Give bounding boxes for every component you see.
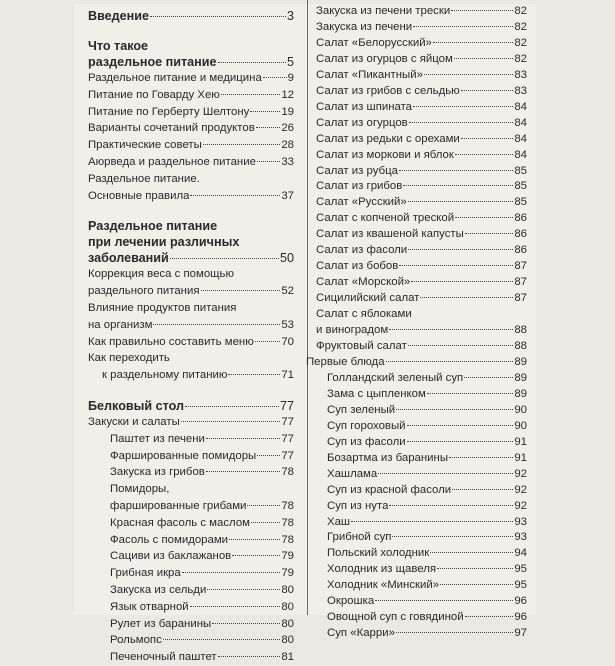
dot-leader — [247, 505, 280, 506]
toc-section-protein[interactable] — [88, 398, 294, 414]
toc-entry-page: 87 — [514, 260, 527, 273]
dot-leader — [461, 138, 514, 139]
dot-leader — [257, 455, 280, 456]
dot-leader — [206, 471, 280, 472]
toc-entry-page: 82 — [514, 36, 527, 49]
toc-entry[interactable] — [316, 275, 527, 291]
toc-entry[interactable] — [88, 599, 294, 616]
toc-entry-title: Язык отварной — [110, 600, 189, 613]
dot-leader — [257, 161, 280, 162]
dot-leader — [201, 290, 281, 291]
toc-entry[interactable] — [316, 515, 527, 531]
toc-entry-page: 71 — [281, 369, 294, 382]
toc-entry-title: заболеваний — [88, 251, 169, 266]
toc-entry-title: Рулет из баранины — [110, 617, 212, 630]
toc-entry-page: 89 — [514, 387, 527, 400]
dot-leader — [182, 572, 281, 573]
toc-entry-page: 93 — [514, 531, 527, 544]
dot-leader — [255, 341, 281, 342]
dot-leader — [218, 656, 281, 657]
dot-leader — [150, 16, 286, 17]
dot-leader — [465, 233, 514, 234]
toc-entry-page: 95 — [514, 579, 527, 592]
toc-entry-title: Салат «Русский» — [316, 196, 407, 209]
toc-entry[interactable] — [316, 179, 527, 195]
toc-entry[interactable] — [316, 4, 527, 20]
toc-entry-page: 19 — [281, 105, 294, 118]
toc-entry-page: 96 — [514, 595, 527, 608]
toc-entry[interactable] — [316, 164, 527, 180]
toc-entry-title: Белковый стол — [88, 398, 185, 413]
dot-leader — [399, 265, 513, 266]
toc-entry[interactable] — [316, 467, 527, 483]
toc-entry-page: 86 — [514, 228, 527, 241]
toc-entry-page: 77 — [281, 432, 294, 445]
toc-entry-title: Красная фасоль с маслом — [110, 516, 250, 529]
toc-entry-title: Салат из грибов с сельдью — [316, 84, 460, 97]
toc-entry-page: 78 — [281, 516, 294, 529]
toc-entry[interactable] — [88, 70, 294, 87]
toc-entry-page: 83 — [514, 84, 527, 97]
toc-entry-title: Закуска из печени — [316, 20, 413, 33]
dot-leader — [454, 58, 513, 59]
toc-entry-page: 89 — [514, 371, 527, 384]
toc-entry-page: 93 — [514, 515, 527, 528]
toc-entry-title: Зама с цыпленком — [327, 387, 426, 400]
toc-entry-title: Салат из рубца — [316, 164, 398, 177]
dot-leader — [232, 555, 280, 556]
toc-entry[interactable] — [316, 594, 527, 610]
dot-leader — [392, 536, 513, 537]
dot-leader — [212, 623, 280, 624]
toc-entry-title: раздельное питание — [88, 55, 217, 69]
toc-entry-page: 70 — [281, 335, 294, 348]
toc-entry-title: Салат из квашеной капусты — [316, 228, 464, 241]
dot-leader — [407, 425, 514, 426]
dot-leader — [408, 249, 513, 250]
toc-entry-line: Что такое — [88, 39, 149, 53]
toc-entry-title: Закуска из грибов — [110, 466, 205, 479]
toc-entry-title: Салат «Пикантный» — [316, 68, 423, 81]
toc-entry[interactable] — [316, 499, 527, 515]
toc-entry-page: 86 — [514, 244, 527, 257]
dot-leader — [375, 600, 513, 601]
toc-entry[interactable] — [88, 104, 294, 121]
toc-entry-line: при лечении различных — [88, 235, 240, 250]
toc-entry[interactable] — [316, 20, 527, 36]
toc-entry-title: Салат «Морской» — [316, 276, 411, 289]
toc-entry[interactable] — [316, 68, 527, 84]
toc-section-diseases[interactable] — [88, 218, 294, 266]
toc-entry[interactable] — [316, 339, 527, 355]
toc-entry[interactable] — [88, 464, 294, 481]
dot-leader — [451, 10, 513, 11]
toc-entry-page: 91 — [514, 435, 527, 448]
dot-leader — [411, 281, 513, 282]
dot-leader — [229, 539, 280, 540]
toc-entry[interactable] — [316, 36, 527, 52]
toc-entry-title: Холодник «Минский» — [327, 579, 440, 592]
toc-entry[interactable] — [88, 448, 294, 465]
toc-entry[interactable] — [316, 116, 527, 132]
toc-entry-title: Как правильно составить меню — [88, 335, 254, 348]
toc-entry-title: Фруктовый салат — [316, 340, 407, 353]
dot-leader — [403, 185, 513, 186]
dot-leader — [250, 111, 280, 112]
toc-entry-page: 92 — [514, 483, 527, 496]
toc-entry-title: к раздельному питанию — [102, 369, 228, 382]
toc-entry[interactable] — [306, 355, 527, 371]
toc-entry[interactable] — [88, 266, 294, 300]
toc-entry-page: 3 — [286, 9, 294, 23]
toc-entry-title: Салат из грибов — [316, 180, 403, 193]
dot-leader — [256, 127, 281, 128]
toc-entry-title: раздельного питания — [88, 285, 200, 298]
toc-entry[interactable] — [88, 300, 294, 334]
toc-entry[interactable] — [316, 100, 527, 116]
toc-section-what-is[interactable] — [88, 38, 294, 70]
toc-entry[interactable] — [316, 403, 527, 419]
toc-entry-title: Паштет из печени — [110, 432, 205, 445]
toc-entry-title: Печеночный паштет — [110, 651, 217, 664]
toc-entry[interactable] — [88, 632, 294, 649]
toc-entry-page: 33 — [281, 155, 294, 168]
toc-entry-page: 80 — [281, 600, 294, 613]
toc-right-column — [306, 4, 527, 642]
toc-entry-page: 78 — [281, 499, 294, 512]
toc-entry[interactable] — [88, 649, 294, 666]
dot-leader — [449, 457, 513, 458]
toc-entry-page: 84 — [514, 148, 527, 161]
toc-entry-title: Рольмопс — [110, 634, 162, 647]
toc-entry[interactable] — [316, 546, 527, 562]
toc-entry[interactable] — [316, 626, 527, 642]
dot-leader — [251, 522, 280, 523]
toc-entry-title: Окрошка — [327, 595, 375, 608]
toc-entry-page: 80 — [281, 617, 294, 630]
dot-leader — [221, 94, 280, 95]
toc-entry-title: Фаршированные помидоры — [110, 449, 257, 462]
toc-entry[interactable] — [316, 562, 527, 578]
toc-left-column — [88, 6, 294, 666]
toc-entry-page: 79 — [281, 550, 294, 563]
toc-section-intro[interactable] — [88, 8, 294, 24]
toc-entry[interactable] — [316, 195, 527, 211]
dot-leader — [153, 324, 280, 325]
toc-entry-page: 77 — [281, 449, 294, 462]
toc-entry-title: Закуска из сельди — [110, 583, 207, 596]
dot-leader — [464, 377, 513, 378]
toc-entry[interactable] — [88, 120, 294, 137]
toc-entry-title: Салат с копченой треской — [316, 212, 455, 225]
toc-entry[interactable] — [88, 334, 294, 351]
toc-entry-title: Хаш — [327, 515, 351, 528]
toc-entry-page: 94 — [514, 547, 527, 560]
toc-entry-title: Суп гороховый — [327, 419, 406, 432]
toc-entry-page: 84 — [514, 116, 527, 129]
toc-entry-page: 80 — [281, 634, 294, 647]
toc-entry-title: Салат из моркови и яблок — [316, 148, 454, 161]
toc-entry-page: 9 — [287, 72, 294, 84]
dot-leader — [409, 122, 514, 123]
toc-entry-page: 79 — [281, 567, 294, 580]
toc-entry-title: Варианты сочетаний продуктов — [88, 122, 255, 135]
toc-entry-title: Грибная икра — [110, 567, 181, 580]
dot-leader — [413, 26, 513, 27]
toc-entry-page: 82 — [514, 52, 527, 65]
dot-leader — [207, 589, 280, 590]
toc-entry[interactable] — [316, 291, 527, 307]
toc-entry-title: Практические советы — [88, 139, 202, 152]
toc-entry-line: Салат с яблоками — [316, 308, 412, 321]
toc-entry-page: 77 — [281, 415, 294, 428]
toc-entry-page: 83 — [514, 68, 527, 81]
toc-entry[interactable] — [316, 419, 527, 435]
toc-entry-title: и виноградом — [316, 324, 389, 337]
toc-entry-title: Бозартма из баранины — [327, 451, 449, 464]
dot-leader — [396, 632, 513, 633]
toc-entry-page: 87 — [514, 276, 527, 289]
dot-leader — [424, 74, 513, 75]
dot-leader — [407, 441, 514, 442]
dot-leader — [427, 393, 513, 394]
dot-leader — [206, 438, 280, 439]
dot-leader — [455, 217, 513, 218]
toc-entry-title: Первые блюда — [306, 355, 385, 368]
toc-entry[interactable] — [316, 132, 527, 148]
dot-leader — [389, 505, 513, 506]
toc-entry-page: 52 — [281, 285, 294, 298]
toc-entry-title: Закуски и салаты — [88, 415, 180, 428]
toc-entry-title: Фасоль с помидорами — [110, 533, 229, 546]
toc-entry[interactable] — [316, 227, 527, 243]
dot-leader — [190, 195, 280, 196]
toc-entry[interactable] — [88, 548, 294, 565]
toc-entry-title: Салат из шпината — [316, 100, 413, 113]
toc-entry-page: 82 — [514, 5, 527, 17]
toc-entry[interactable] — [88, 137, 294, 154]
toc-entry-title: Сациви из баклажанов — [110, 550, 232, 563]
dot-leader — [218, 62, 286, 63]
toc-entry[interactable] — [316, 451, 527, 467]
dot-leader — [455, 154, 513, 155]
toc-entry-page: 78 — [281, 466, 294, 479]
dot-leader — [408, 345, 513, 346]
dot-leader — [461, 90, 514, 91]
toc-entry[interactable] — [88, 414, 294, 431]
toc-entry-line: Раздельное питание — [88, 219, 218, 234]
toc-entry-title: Суп из фасоли — [327, 435, 406, 448]
dot-leader — [440, 584, 513, 585]
toc-entry-page: 12 — [281, 88, 294, 101]
toc-entry-title: Питание по Герберту Шелтону — [88, 105, 250, 118]
toc-entry-page: 5 — [286, 55, 294, 69]
toc-entry-title: на организм — [88, 318, 153, 331]
toc-entry[interactable] — [316, 52, 527, 68]
toc-entry-title: Суп зеленый — [327, 403, 396, 416]
toc-entry-page: 88 — [514, 340, 527, 353]
toc-entry[interactable] — [316, 435, 527, 451]
dot-leader — [452, 489, 513, 490]
dot-leader — [430, 552, 513, 553]
toc-entry-page: 81 — [281, 651, 294, 664]
toc-entry[interactable] — [88, 431, 294, 448]
toc-entry-title: Салат из фасоли — [316, 244, 408, 257]
toc-entry[interactable] — [88, 515, 294, 532]
toc-entry-title: Питание по Говарду Хею — [88, 88, 220, 101]
toc-entry[interactable] — [88, 565, 294, 582]
dot-leader — [399, 170, 513, 171]
dot-leader — [163, 639, 281, 640]
toc-entry-page: 89 — [514, 355, 527, 368]
dot-leader — [263, 77, 287, 78]
dot-leader — [181, 421, 281, 422]
toc-entry-page: 84 — [514, 100, 527, 113]
toc-entry-title: Сицилийский салат — [316, 292, 420, 305]
toc-entry-line: Влияние продуктов питания — [88, 301, 237, 314]
dot-leader — [433, 42, 513, 43]
dot-leader — [408, 201, 514, 202]
toc-entry-title: Основные правила — [88, 189, 190, 202]
toc-entry-page: 37 — [281, 189, 294, 202]
dot-leader — [420, 297, 513, 298]
toc-entry-page: 82 — [514, 20, 527, 33]
dot-leader — [185, 406, 279, 407]
toc-entry-title: Голландский зеленый суп — [327, 371, 464, 384]
toc-entry-page: 92 — [514, 467, 527, 480]
toc-entry-page: 88 — [514, 324, 527, 337]
toc-entry-title: Суп «Карри» — [327, 627, 395, 640]
toc-entry-title: Введение — [88, 9, 150, 23]
toc-entry-line: Коррекция веса с помощью — [88, 268, 235, 281]
toc-entry[interactable] — [88, 154, 294, 171]
toc-entry-title: Аюрведа и раздельное питание — [88, 155, 256, 168]
toc-entry-page: 90 — [514, 403, 527, 416]
toc-entry[interactable] — [316, 307, 527, 339]
toc-entry-page: 87 — [514, 292, 527, 305]
toc-entry[interactable] — [316, 243, 527, 259]
toc-entry-page: 96 — [514, 611, 527, 624]
dot-leader — [203, 144, 281, 145]
toc-entry-page: 85 — [514, 164, 527, 177]
toc-entry[interactable] — [316, 610, 527, 626]
toc-entry-page: 78 — [281, 533, 294, 546]
dot-leader — [413, 106, 513, 107]
toc-entry-page: 92 — [514, 499, 527, 512]
toc-entry-page: 84 — [514, 132, 527, 145]
toc-entry-title: Польский холодник — [327, 547, 430, 560]
toc-entry-line: Раздельное питание. — [88, 172, 200, 185]
toc-entry[interactable] — [88, 171, 294, 205]
toc-entry-line: Помидоры, — [110, 483, 170, 496]
toc-entry-title: Салат из бобов — [316, 260, 399, 273]
toc-entry-title: Грибной суп — [327, 531, 392, 544]
toc-entry-title: фаршированные грибами — [110, 499, 247, 512]
dot-leader — [386, 361, 514, 362]
dot-leader — [396, 409, 513, 410]
dot-leader — [437, 568, 513, 569]
dot-leader — [465, 616, 514, 617]
toc-entry[interactable] — [316, 483, 527, 499]
toc-entry[interactable] — [88, 350, 294, 384]
toc-entry-page: 77 — [279, 398, 294, 413]
toc-entry-page: 85 — [514, 180, 527, 193]
toc-entry-page: 91 — [514, 451, 527, 464]
toc-entry[interactable] — [316, 259, 527, 275]
dot-leader — [389, 329, 513, 330]
toc-entry-page: 26 — [281, 122, 294, 135]
toc-entry-title: Хашлама — [327, 467, 378, 480]
toc-entry-title: Раздельное питание и медицина — [88, 72, 262, 84]
toc-entry[interactable] — [88, 582, 294, 599]
toc-entry-title: Салат из редьки с орехами — [316, 132, 460, 145]
toc-entry-title: Салат из огурцов — [316, 116, 408, 129]
toc-entry-title: Салат из огурцов с яйцом — [316, 52, 453, 65]
toc-entry-page: 28 — [281, 139, 294, 152]
toc-entry-page: 50 — [279, 251, 294, 266]
column-divider — [307, 0, 308, 615]
toc-entry[interactable] — [88, 481, 294, 515]
toc-entry-title: Овощной суп с говядиной — [327, 611, 464, 624]
toc-entry[interactable] — [88, 616, 294, 633]
toc-entry[interactable] — [316, 578, 527, 594]
toc-entry[interactable] — [316, 371, 527, 387]
dot-leader — [351, 521, 513, 522]
toc-entry[interactable] — [316, 387, 527, 403]
dot-leader — [378, 473, 513, 474]
toc-entry-title: Суп из нута — [327, 499, 389, 512]
toc-entry-title: Закуска из печени трески — [316, 5, 451, 17]
toc-entry-page: 86 — [514, 212, 527, 225]
toc-entry[interactable] — [316, 211, 527, 227]
toc-entry-page: 90 — [514, 419, 527, 432]
toc-entry[interactable] — [88, 87, 294, 104]
toc-entry-page: 95 — [514, 563, 527, 576]
toc-entry-page: 97 — [514, 627, 527, 640]
dot-leader — [228, 374, 280, 375]
toc-entry-line: Как переходить — [88, 352, 170, 365]
toc-entry[interactable] — [88, 532, 294, 549]
toc-entry-page: 53 — [281, 318, 294, 331]
toc-entry-page: 85 — [514, 196, 527, 209]
toc-entry-page: 80 — [281, 583, 294, 596]
dot-leader — [170, 258, 279, 259]
toc-entry-title: Холодник из щавеля — [327, 563, 437, 576]
toc-entry-title: Салат «Белорусский» — [316, 36, 432, 49]
dot-leader — [190, 606, 281, 607]
toc-entry[interactable] — [316, 84, 527, 100]
toc-entry[interactable] — [316, 148, 527, 164]
toc-entry-title: Суп из красной фасоли — [327, 483, 452, 496]
toc-entry[interactable] — [316, 530, 527, 546]
